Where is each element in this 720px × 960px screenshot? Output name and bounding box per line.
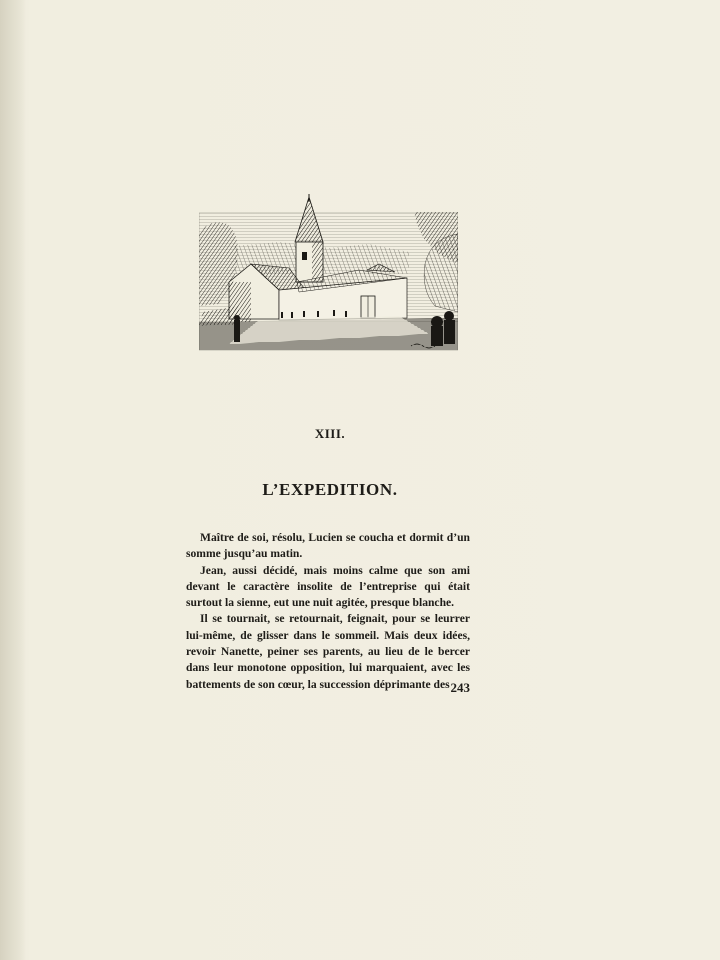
paragraph: Il se tournait, se retournait, feignait, pour se leurrer lui-même, de glisser dans le sommeil. Mais deux idées, revoir Nanette, peiner ses parents, au lieu de le bercer dans leur monotone opposition, lui marquaient, avec les battements de son cœur, la succession déprimante des	[186, 612, 470, 691]
village-church-engraving	[199, 194, 458, 354]
paragraph: Jean, aussi décidé, mais moins calme que son ami devant le caractère insolite de l’entreprise qui était surtout la sienne, eut une nuit agitée, presque blanche.	[186, 563, 470, 610]
page-number: 243	[450, 680, 470, 695]
paragraph: Maître de soi, résolu, Lucien se coucha et dormit d’un somme jusqu’au matin.	[186, 531, 470, 561]
chapter-number: XIII.	[314, 426, 346, 441]
chapter-title: L’EXPEDITION.	[262, 480, 398, 499]
chapter-body	[186, 530, 470, 693]
